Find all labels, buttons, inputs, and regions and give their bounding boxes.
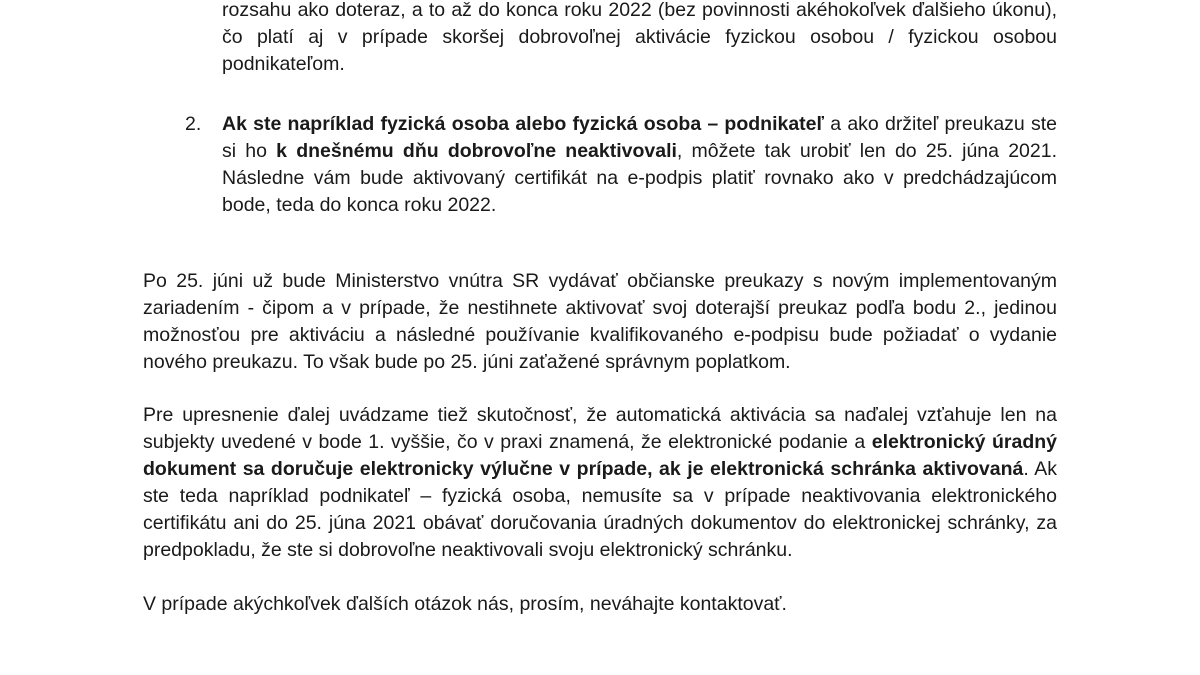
- list-item-1-continuation: [222, 0, 1057, 78]
- list-item-1-text: rozsahu ako doteraz, a to až do konca roku 2022 (bez povinnosti akéhokoľvek ďalšieho úkonu), čo platí aj v prípade skoršej dobrovoľnej aktivácie fyzickou osobou / fyzickou osobou podnikateľom.: [222, 0, 1057, 75]
- list-item-2-number: 2.: [185, 113, 202, 135]
- paragraph-contact: [143, 591, 1057, 618]
- paragraph-2-text-a: Pre upresnenie ďalej uvádzame tiež skutočnosť, že automatická aktivácia sa naďalej vzťahuje len na subjekty uvedené v bode 1. vyššie, čo v praxi znamená, že elektronické podanie a: [143, 404, 1057, 453]
- list-item-2-bold-emphasis: k dnešnému dňu dobrovoľne neaktivovali: [276, 140, 677, 162]
- paragraph-2-text-b: . Ak ste teda napríklad podnikateľ – fyzická osoba, nemusíte sa v prípade neaktivovania elektronického certifikátu ani do 25. júna 2021 obávať doručovania úradných dokumentov do elektronickej schránky, za predpokladu, že ste si dobrovoľne neaktivovali svoju elektronický schránku.: [143, 458, 1057, 561]
- paragraph-automatic-activation: [143, 402, 1057, 564]
- paragraph-1-text: Po 25. júni už bude Ministerstvo vnútra SR vydávať občianske preukazy s novým implementovaným zariadením - čipom a v prípade, že nestihnete aktivovať svoj doterajší preukaz podľa bodu 2., jedinou možnosťou pre aktiváciu a následné používanie kvalifikovaného e-podpisu bude požiadať o vydanie nového preukazu. To však bude po 25. júni zaťažené správnym poplatkom.: [143, 270, 1057, 373]
- paragraph-3-text: V prípade akýchkoľvek ďalších otázok nás, prosím, neváhajte kontaktovať.: [143, 593, 787, 615]
- list-item-2: [222, 111, 1057, 219]
- list-item-2-bold-lead: Ak ste napríklad fyzická osoba alebo fyzická osoba – podnikateľ: [222, 113, 825, 135]
- paragraph-new-id-cards: [143, 268, 1057, 376]
- paragraph-2-bold: elektronický úradný dokument sa doručuje elektronicky výlučne v prípade, ak je elektronická schránka aktivovaná: [143, 431, 1057, 480]
- list-item-2-text-a: a ako držiteľ preukazu ste si ho: [222, 113, 1057, 162]
- list-item-2-text-b: , môžete tak urobiť len do 25. júna 2021. Následne vám bude aktivovaný certifikát na e-podpis platiť rovnako ako v predchádzajúcom bode, teda do konca roku 2022.: [222, 140, 1057, 216]
